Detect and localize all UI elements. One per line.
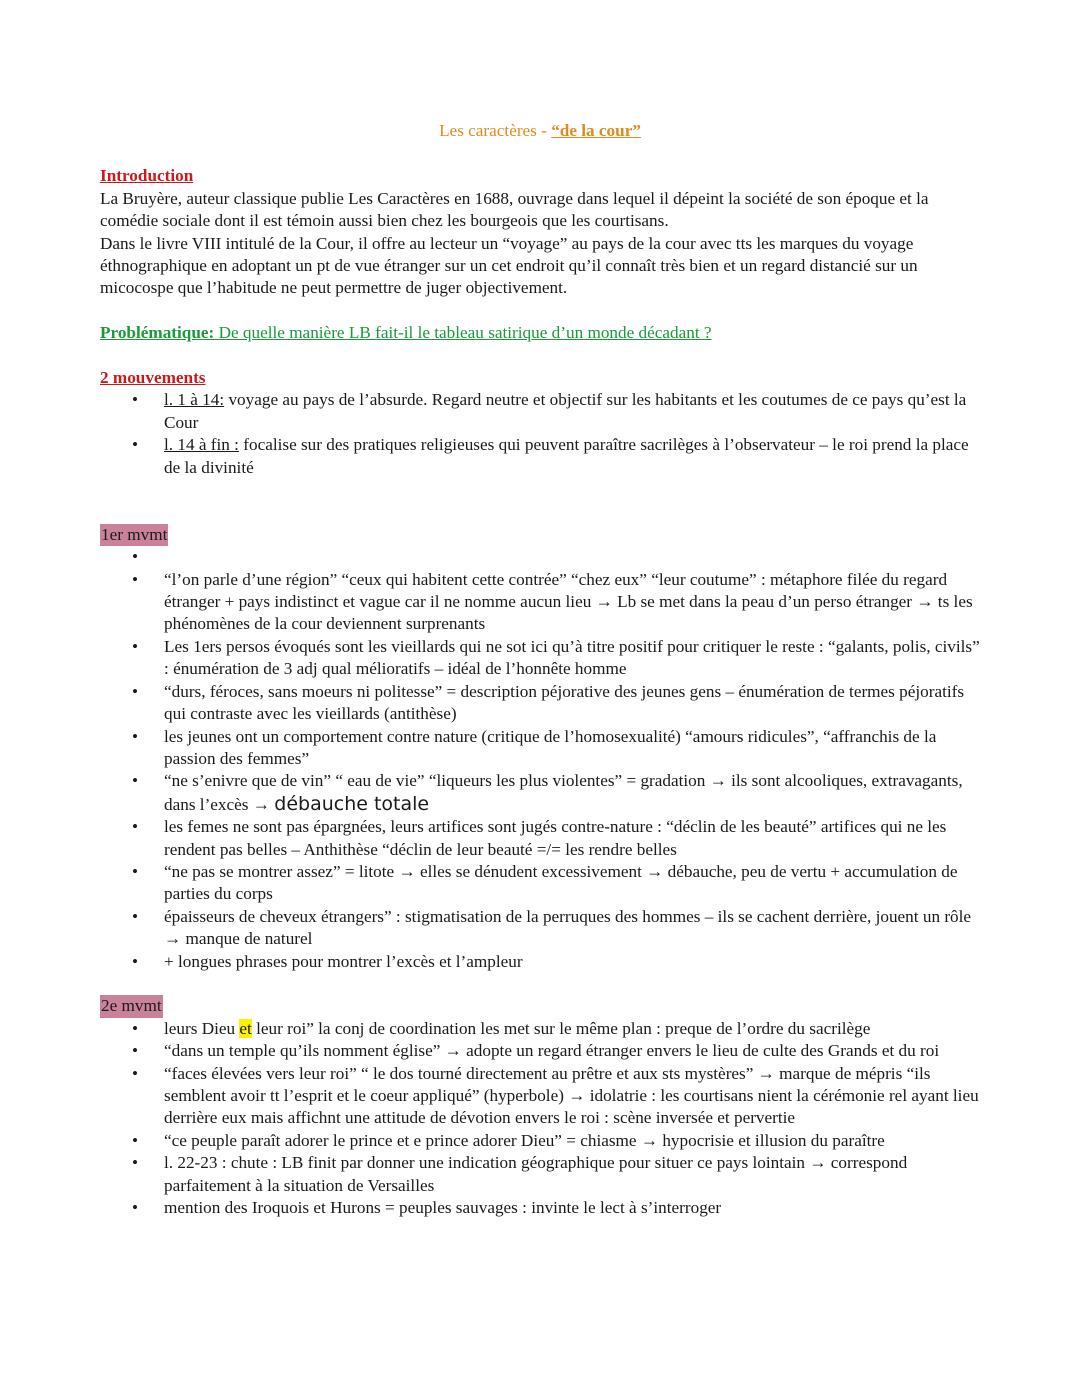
list-item: • “durs, féroces, sans moeurs ni politesse” = description péjorative des jeunes gens – énumération de termes péjoratifs qui contraste avec les vieillards (antithèse) — [132, 681, 965, 724]
list-item: • les jeunes ont un comportement contre nature (critique de l’homosexualité) “amours ridicules”, “affranchis de la passion des femmes” — [132, 726, 937, 768]
list-item: • “faces élevées vers leur roi” “ le dos tourné directement au prêtre et aux sts mystères” → marque de mépris “ils semblent avoir tt l’esprit et le coeur appliqué” (hyperbole) → idolatrie : les courtisans nient la cérémonie rel ayant lieu derrière eux mais affichnt une attitude de dévotion envers le roi : scène inversée et pervertie — [132, 1063, 979, 1128]
item-label: l. 14 à fin : — [164, 435, 239, 455]
list-item: • + longues phrases pour montrer l’excès et l’ampleur — [100, 951, 980, 973]
bullet-icon: • — [132, 569, 139, 589]
list-item: • “ce peuple paraît adorer le prince et e prince adorer Dieu” = chiasme → hypocrisie et illusion du paraître — [100, 1130, 980, 1152]
list-item — [100, 546, 980, 568]
bullet-icon: • — [132, 1063, 139, 1083]
mouvements-heading: 2 mouvements — [100, 368, 206, 388]
m1-list — [100, 546, 980, 973]
bullet-icon: • — [132, 861, 139, 881]
problematique-text: De quelle manière LB fait-il le tableau satirique d’un monde décadant ? — [214, 323, 712, 343]
bullet-icon: • — [132, 726, 139, 746]
bullet-icon: • — [132, 390, 139, 410]
problematique-label: Problématique: — [100, 323, 215, 343]
list-item: • mention des Iroquois et Hurons = peuples sauvages : invinte le lect à s’interroger — [100, 1197, 980, 1219]
intro-paragraph-1: La Bruyère, auteur classique publie Les Caractères en 1688, ouvrage dans lequel il dépeint la société de son époque et la comédie sociale dont il est témoin aussi bien chez les bourgeois que les courtisans. — [100, 188, 929, 231]
bullet-icon: • — [132, 817, 139, 837]
list-item: • l. 14 à fin : focalise sur des pratiques religieuses qui peuvent paraître sacrilèges à l’observateur – le roi prend la place de la divinité — [132, 435, 969, 477]
bullet-icon: • — [132, 1153, 139, 1173]
list-item: • les femes ne sont pas épargnées, leurs artifices sont jugés contre-nature : “déclin de les beauté” artifices qui ne les rendent pas belles – Anthithèse “déclin de leur beauté =/= les rendre belles — [132, 817, 947, 859]
highlight-et: et — [239, 1018, 252, 1038]
list-item: • “ne s’enivre que de vin” “ eau de vie” “liqueurs les plus violentes” = gradation → ils sont alcooliques, extravagants, dans l’excès → débauche totale — [132, 771, 963, 815]
list-item: • leurs Dieu et leur roi” la conj de coordination les met sur le même plan : preque de l’ordre du sacrilège — [100, 1018, 980, 1040]
mouvements-list — [100, 389, 980, 479]
bullet-icon: • — [132, 636, 139, 656]
problematique — [100, 322, 980, 344]
bullet-icon: • — [132, 951, 139, 971]
intro-paragraph-2: Dans le livre VIII intitulé de la Cour, il offre au lecteur un “voyage” au pays de la cour avec tts les marques du voyage éthnographique en adoptant un pt de vue étranger sur un cet endroit qu’il connaît très bien et un regard distancié sur un micocospe que l’habitude ne peut permettre de juger objectivement. — [100, 233, 918, 298]
list-item: • épaisseurs de cheveux étrangers” : stigmatisation de la perruques des hommes – ils se cachent derrière, jouent un rôle → manque de naturel — [132, 906, 972, 949]
bullet-icon: • — [132, 547, 139, 567]
bullet-icon: • — [132, 435, 139, 455]
title-prefix: Les caractères - — [439, 121, 552, 140]
list-item: • “ne pas se montrer assez” = litote → elles se dénudent excessivement → débauche, peu de vertu + accumulation de parties du corps — [132, 861, 958, 904]
title-bold: “de la cour” — [551, 121, 641, 140]
bullet-icon: • — [132, 1041, 139, 1061]
page-title — [100, 120, 980, 142]
list-item: • Les 1ers persos évoqués sont les vieillards qui ne sot ici qu’à titre positif pour critiquer le reste : “galants, polis, civils” : énumération de 3 adj qual mélioratifs – idéal de l’honnête homme — [132, 636, 980, 679]
bullet-icon: • — [132, 1018, 139, 1038]
list-item: • “dans un temple qu’ils nomment église” → adopte un regard étranger envers le lieu de culte des Grands et du roi — [100, 1040, 980, 1062]
item-label: l. 1 à 14: — [164, 390, 225, 410]
list-item: • “l’on parle d’une région” “ceux qui habitent cette contrée” “chez eux” “leur coutume” : métaphore filée du regard étranger + pays indistinct et vague car il ne nomme aucun lieu → Lb se met dans la peau d’un perso étranger → ts les phénomènes de la cour deviennent surprenants — [132, 569, 973, 634]
list-item: • l. 22-23 : chute : LB finit par donner une indication géographique pour situer ce pays lointain → correspond parfaitement à la situation de Versailles — [132, 1153, 908, 1195]
m2-list — [100, 1018, 980, 1220]
emphasis-debauche: débauche totale — [274, 792, 430, 815]
bullet-icon: • — [132, 1198, 139, 1218]
bullet-icon: • — [132, 906, 139, 926]
bullet-icon: • — [132, 1130, 139, 1150]
document-page — [100, 120, 980, 1219]
section-label-2e-mvmt: 2e mvmt — [100, 995, 163, 1017]
intro-heading: Introduction — [100, 166, 194, 186]
section-label-1er-mvmt: 1er mvmt — [100, 524, 168, 546]
bullet-icon: • — [132, 681, 139, 701]
list-item: • l. 1 à 14: voyage au pays de l’absurde. Regard neutre et objectif sur les habitants et les coutumes de ce pays qu’est la Cour — [132, 390, 967, 432]
bullet-icon: • — [132, 771, 139, 791]
